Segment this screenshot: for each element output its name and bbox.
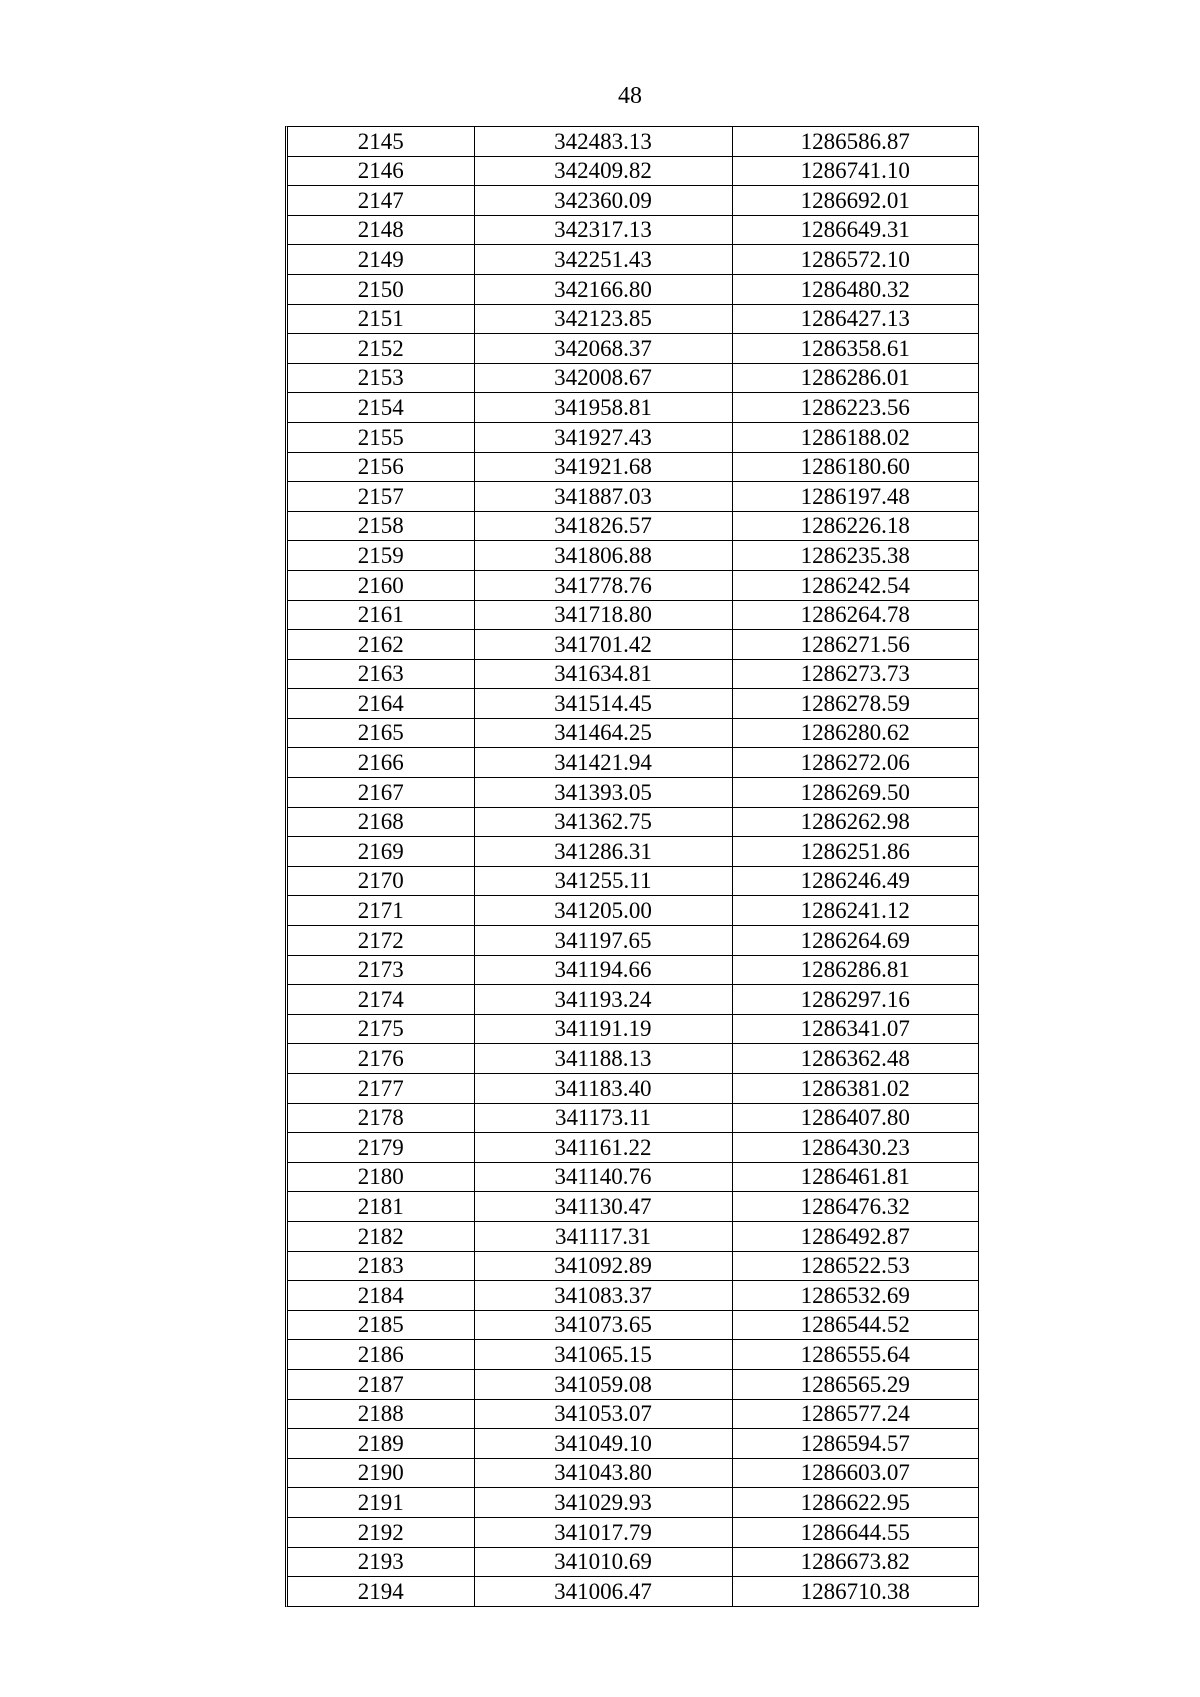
table-row: [288, 748, 978, 778]
table-row: [288, 127, 978, 156]
table-row: [288, 1517, 978, 1547]
point-number-cell: 2194: [357, 1578, 404, 1604]
point-number-cell: 2148: [288, 215, 474, 245]
y-coordinate-cell: 1286278.59: [732, 689, 978, 719]
point-number-cell: 2164: [288, 689, 474, 719]
y-coordinate-cell: 1286430.23: [732, 1133, 978, 1163]
point-number-cell: 2171: [288, 896, 474, 926]
x-coordinate-cell: 341718.80: [474, 600, 732, 630]
table-row: [288, 955, 978, 985]
x-coordinate-cell: 341130.47: [474, 1192, 732, 1222]
y-coordinate-cell: 1286522.53: [732, 1251, 978, 1281]
y-coordinate-cell: 1286272.06: [732, 748, 978, 778]
table-row: [288, 511, 978, 541]
point-number-cell: 2153: [288, 363, 474, 393]
y-coordinate-cell: 1286269.50: [732, 778, 978, 808]
y-coordinate-cell: 1286480.32: [732, 274, 978, 304]
x-coordinate-cell: 341049.10: [474, 1429, 732, 1459]
y-coordinate-cell: 1286603.07: [732, 1458, 978, 1488]
table-row: [288, 1399, 978, 1429]
x-coordinate-cell: 341362.75: [474, 807, 732, 837]
table-row: [288, 926, 978, 956]
point-number-cell: 2160: [288, 570, 474, 600]
y-coordinate-cell: 1286492.87: [732, 1221, 978, 1251]
table-row: [288, 1281, 978, 1311]
point-number-cell: 2163: [288, 659, 474, 689]
x-coordinate-cell: 341887.03: [474, 482, 732, 512]
table-row: [288, 215, 978, 245]
point-number-cell: 2147: [288, 186, 474, 216]
x-coordinate-cell: 341059.08: [474, 1369, 732, 1399]
table-row: [288, 274, 978, 304]
point-number-cell: 2186: [288, 1340, 474, 1370]
y-coordinate-cell: 1286246.49: [732, 866, 978, 896]
y-coordinate-cell: 1286673.82: [732, 1547, 978, 1577]
table-row: [288, 245, 978, 275]
point-number-cell: 2179: [288, 1133, 474, 1163]
point-number-cell: 2188: [288, 1399, 474, 1429]
point-number-cell: 2145: [288, 127, 474, 156]
y-coordinate-cell: 1286264.69: [732, 926, 978, 956]
point-number-cell: 2178: [288, 1103, 474, 1133]
y-coordinate-cell: 1286223.56: [732, 393, 978, 423]
point-number-cell: 2151: [288, 304, 474, 334]
y-coordinate-cell: 1286461.81: [732, 1162, 978, 1192]
point-number-cell: 2165: [288, 718, 474, 748]
table-row: [288, 778, 978, 808]
table-row: [288, 1488, 978, 1518]
x-coordinate-cell: 341183.40: [474, 1074, 732, 1104]
y-coordinate-cell: 1286358.61: [732, 334, 978, 364]
table-row: [288, 807, 978, 837]
point-number-cell: 2183: [288, 1251, 474, 1281]
x-coordinate-cell: 341161.22: [474, 1133, 732, 1163]
x-coordinate-cell: 341701.42: [474, 630, 732, 660]
x-coordinate-cell: 341083.37: [474, 1281, 732, 1311]
point-number-cell: 2189: [288, 1429, 474, 1459]
y-coordinate-cell: 1286235.38: [732, 541, 978, 571]
page-number: 48: [618, 83, 642, 109]
x-coordinate-cell: 341010.69: [474, 1547, 732, 1577]
x-coordinate-cell: 341073.65: [474, 1310, 732, 1340]
point-number-cell: 2192: [288, 1517, 474, 1547]
point-number-cell: 2168: [288, 807, 474, 837]
x-coordinate-cell: 342360.09: [474, 186, 732, 216]
y-coordinate-cell: 1286577.24: [732, 1399, 978, 1429]
x-coordinate-cell: 341197.65: [474, 926, 732, 956]
table-row: [288, 1369, 978, 1399]
y-coordinate-cell: 1286644.55: [732, 1517, 978, 1547]
x-coordinate-cell: 341043.80: [474, 1458, 732, 1488]
y-coordinate-cell: 1286262.98: [732, 807, 978, 837]
y-coordinate-cell: 1286407.80: [732, 1103, 978, 1133]
x-coordinate-cell: 341029.93: [474, 1488, 732, 1518]
table-row: [288, 541, 978, 571]
y-coordinate-cell: 1286586.87: [732, 127, 978, 156]
table-row: [288, 1310, 978, 1340]
point-number-cell: 2156: [288, 452, 474, 482]
point-number-cell: 2155: [288, 422, 474, 452]
table-row: [288, 1133, 978, 1163]
point-number-cell: 2170: [288, 866, 474, 896]
x-coordinate-cell: 341514.45: [474, 689, 732, 719]
point-number-cell: 2172: [288, 926, 474, 956]
point-number-cell: 2187: [288, 1369, 474, 1399]
x-coordinate-cell: 341173.11: [474, 1103, 732, 1133]
y-coordinate-cell: 1286241.12: [732, 896, 978, 926]
y-coordinate-cell: 1286188.02: [732, 422, 978, 452]
x-coordinate-cell: 341255.11: [474, 866, 732, 896]
x-coordinate-cell: 341194.66: [474, 955, 732, 985]
table-row: [288, 393, 978, 423]
y-coordinate-cell: 1286649.31: [732, 215, 978, 245]
point-number-cell: 2182: [288, 1221, 474, 1251]
x-coordinate-cell: 341205.00: [474, 896, 732, 926]
table-row: [288, 600, 978, 630]
x-coordinate-cell: 341193.24: [474, 985, 732, 1015]
x-coordinate-cell: 342123.85: [474, 304, 732, 334]
x-coordinate-cell: 341634.81: [474, 659, 732, 689]
x-coordinate-cell: 341065.15: [474, 1340, 732, 1370]
table-row: [288, 1044, 978, 1074]
x-coordinate-cell: 342409.82: [474, 156, 732, 186]
x-coordinate-cell: 341188.13: [474, 1044, 732, 1074]
y-coordinate-cell: 1286476.32: [732, 1192, 978, 1222]
x-coordinate-cell: 341778.76: [474, 570, 732, 600]
x-coordinate-cell: 341921.68: [474, 452, 732, 482]
x-coordinate-cell: 342166.80: [474, 274, 732, 304]
table-row: [288, 452, 978, 482]
point-number-cell: 2162: [288, 630, 474, 660]
table-row: [288, 1014, 978, 1044]
table-row: [288, 570, 978, 600]
point-number-cell: 2149: [288, 245, 474, 275]
y-coordinate-cell: 1286180.60: [732, 452, 978, 482]
table-row: [288, 659, 978, 689]
table-row: [288, 1103, 978, 1133]
y-coordinate-cell: 1286280.62: [732, 718, 978, 748]
x-coordinate-cell: 342317.13: [474, 215, 732, 245]
x-coordinate-cell: 341191.19: [474, 1014, 732, 1044]
y-coordinate-cell: 1286264.78: [732, 600, 978, 630]
table-row: [288, 718, 978, 748]
y-coordinate-cell: 1286544.52: [732, 1310, 978, 1340]
table-row: [288, 837, 978, 867]
x-coordinate-cell: 341092.89: [474, 1251, 732, 1281]
x-coordinate-cell: 341826.57: [474, 511, 732, 541]
y-coordinate-cell: 1286622.95: [732, 1488, 978, 1518]
point-number-cell: 2193: [288, 1547, 474, 1577]
x-coordinate-cell: 341117.31: [474, 1221, 732, 1251]
table-row: [288, 363, 978, 393]
table-row: [288, 334, 978, 364]
y-coordinate-cell: 1286532.69: [732, 1281, 978, 1311]
table-row: [288, 630, 978, 660]
x-coordinate-cell: 342483.13: [474, 127, 732, 156]
y-coordinate-cell: 1286741.10: [732, 156, 978, 186]
point-number-cell: 2173: [288, 955, 474, 985]
point-number-cell: 2177: [288, 1074, 474, 1104]
point-number-cell: 2181: [288, 1192, 474, 1222]
x-coordinate-cell: 341806.88: [474, 541, 732, 571]
point-number-cell: 2146: [288, 156, 474, 186]
y-coordinate-cell: 1286710.38: [732, 1577, 978, 1606]
y-coordinate-cell: 1286286.01: [732, 363, 978, 393]
x-coordinate-cell: 341006.47: [474, 1577, 732, 1606]
x-coordinate-cell: 341421.94: [474, 748, 732, 778]
y-coordinate-cell: 1286242.54: [732, 570, 978, 600]
table-row: [288, 896, 978, 926]
y-coordinate-cell: 1286271.56: [732, 630, 978, 660]
x-coordinate-cell: 341140.76: [474, 1162, 732, 1192]
y-coordinate-cell: 1286362.48: [732, 1044, 978, 1074]
x-coordinate-cell: 341017.79: [474, 1517, 732, 1547]
table-row: [288, 156, 978, 186]
point-number-cell: 2158: [288, 511, 474, 541]
table-row: [288, 1547, 978, 1577]
table-row: [288, 1251, 978, 1281]
point-number-cell: 2167: [288, 778, 474, 808]
point-number-cell: 2157: [288, 482, 474, 512]
x-coordinate-cell: 341927.43: [474, 422, 732, 452]
x-coordinate-cell: 342008.67: [474, 363, 732, 393]
point-number-cell: 2185: [288, 1310, 474, 1340]
point-number-cell: 2180: [288, 1162, 474, 1192]
point-number-cell: 2166: [288, 748, 474, 778]
x-coordinate-cell: 341958.81: [474, 393, 732, 423]
x-coordinate-cell: 342068.37: [474, 334, 732, 364]
y-coordinate-cell: 1286594.57: [732, 1429, 978, 1459]
x-coordinate-cell: 342251.43: [474, 245, 732, 275]
table-row: [288, 1221, 978, 1251]
table-row: [288, 304, 978, 334]
point-number-cell: 2154: [288, 393, 474, 423]
y-coordinate-cell: 1286197.48: [732, 482, 978, 512]
y-coordinate-cell: 1286297.16: [732, 985, 978, 1015]
y-coordinate-cell: 1286572.10: [732, 245, 978, 275]
y-coordinate-cell: 1286251.86: [732, 837, 978, 867]
coordinate-table-container: [285, 126, 979, 1607]
table-row: [288, 422, 978, 452]
point-number-cell: 2174: [288, 985, 474, 1015]
x-coordinate-cell: 341464.25: [474, 718, 732, 748]
point-number-cell: 2161: [288, 600, 474, 630]
table-row: [288, 186, 978, 216]
y-coordinate-cell: 1286226.18: [732, 511, 978, 541]
coordinate-table-body: [288, 127, 978, 1606]
y-coordinate-cell: 1286273.73: [732, 659, 978, 689]
table-row: [288, 1340, 978, 1370]
point-number-cell: 2150: [288, 274, 474, 304]
table-row: [288, 1192, 978, 1222]
y-coordinate-cell: 1286286.81: [732, 955, 978, 985]
table-row: [288, 1074, 978, 1104]
table-row: [288, 1577, 978, 1606]
y-coordinate-cell: 1286427.13: [732, 304, 978, 334]
table-row: [288, 866, 978, 896]
x-coordinate-cell: 341286.31: [474, 837, 732, 867]
point-number-cell: 2169: [288, 837, 474, 867]
point-number-cell: 2190: [288, 1458, 474, 1488]
y-coordinate-cell: 1286565.29: [732, 1369, 978, 1399]
table-row: [288, 689, 978, 719]
x-coordinate-cell: 341393.05: [474, 778, 732, 808]
table-row: [288, 985, 978, 1015]
y-coordinate-cell: 1286341.07: [732, 1014, 978, 1044]
y-coordinate-cell: 1286555.64: [732, 1340, 978, 1370]
point-number-cell: 2152: [288, 334, 474, 364]
point-number-cell: 2184: [288, 1281, 474, 1311]
y-coordinate-cell: 1286692.01: [732, 186, 978, 216]
table-row: [288, 1429, 978, 1459]
point-number-cell: 2159: [288, 541, 474, 571]
table-row: [288, 1162, 978, 1192]
point-number-cell: 2191: [288, 1488, 474, 1518]
point-number-cell: 2176: [288, 1044, 474, 1074]
coordinate-table: [288, 127, 978, 1606]
point-number-cell: 2175: [288, 1014, 474, 1044]
table-row: [288, 1458, 978, 1488]
table-row: [288, 482, 978, 512]
y-coordinate-cell: 1286381.02: [732, 1074, 978, 1104]
x-coordinate-cell: 341053.07: [474, 1399, 732, 1429]
